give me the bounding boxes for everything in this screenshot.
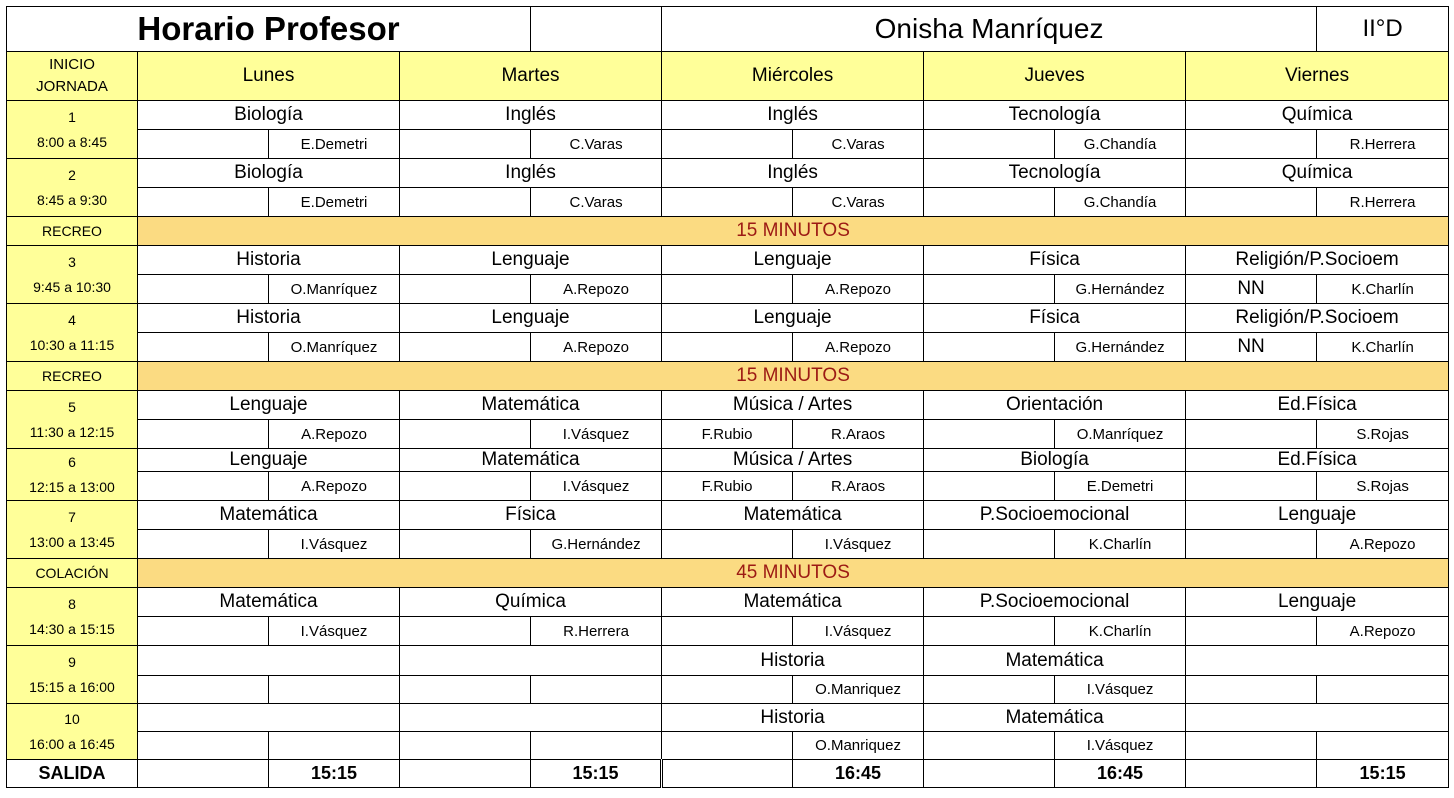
teacher-cell: I.Vásquez xyxy=(793,530,924,559)
exit-time: 15:15 xyxy=(269,760,400,788)
inicio-line2: JORNADA xyxy=(36,78,108,95)
subject-cell: P.Socioemocional xyxy=(924,501,1186,530)
title-empty-cell xyxy=(531,7,662,52)
teacher-cell: O.Manriquez xyxy=(793,676,924,704)
subject-cell: Tecnología xyxy=(924,159,1186,188)
period-teacher-row xyxy=(7,676,1449,704)
teacher-cell: O.Manriquez xyxy=(793,732,924,760)
subject-cell: Historia xyxy=(662,704,924,732)
subject-cell: Matemática xyxy=(400,449,662,472)
teacher-left-cell xyxy=(400,676,531,704)
teacher-left-cell xyxy=(924,420,1055,449)
subject-cell: Ed.Física xyxy=(1186,391,1449,420)
teacher-cell: C.Varas xyxy=(531,188,662,217)
break-row xyxy=(7,217,1449,246)
teacher-cell: E.Demetri xyxy=(269,188,400,217)
teacher-left-cell xyxy=(138,130,269,159)
exit-blank-cell xyxy=(924,760,1055,788)
teacher-left-cell xyxy=(924,188,1055,217)
teacher-left-cell xyxy=(924,617,1055,646)
page-title: Horario Profesor xyxy=(7,7,531,52)
exit-blank-cell xyxy=(138,760,269,788)
teacher-left-cell xyxy=(138,333,269,362)
period-cell xyxy=(7,704,138,760)
period-number: 1 xyxy=(68,108,76,125)
teacher-left-cell xyxy=(662,617,793,646)
teacher-cell: C.Varas xyxy=(793,188,924,217)
subject-cell: Inglés xyxy=(662,101,924,130)
teacher-cell: A.Repozo xyxy=(793,275,924,304)
period-time: 10:30 a 11:15 xyxy=(29,336,115,353)
subject-cell: Religión/P.Socioem xyxy=(1186,246,1449,275)
teacher-left-cell xyxy=(138,472,269,501)
footer-row xyxy=(7,760,1449,788)
teacher-cell: R.Araos xyxy=(793,472,924,501)
teacher-cell: R.Herrera xyxy=(1317,188,1449,217)
teacher-cell: R.Herrera xyxy=(1317,130,1449,159)
teacher-cell: E.Demetri xyxy=(269,130,400,159)
period-time: 8:45 a 9:30 xyxy=(36,191,108,208)
break-label: RECREO xyxy=(7,362,138,391)
subject-cell: Química xyxy=(1186,159,1449,188)
period-number: 10 xyxy=(64,710,80,727)
period-subject-row xyxy=(7,101,1449,130)
subject-cell: Biología xyxy=(924,449,1186,472)
period-subject-row xyxy=(7,391,1449,420)
teacher-left-cell xyxy=(138,188,269,217)
day-header-jueves: Jueves xyxy=(924,52,1186,101)
teacher-left-cell: F.Rubio xyxy=(662,472,793,501)
subject-cell: Matemática xyxy=(662,501,924,530)
teacher-left-cell xyxy=(138,420,269,449)
subject-cell: Biología xyxy=(138,101,400,130)
teacher-cell xyxy=(1317,732,1449,760)
period-subject-row xyxy=(7,501,1449,530)
day-header-martes: Martes xyxy=(400,52,662,101)
teacher-left-cell xyxy=(924,472,1055,501)
teacher-left-cell xyxy=(662,732,793,760)
period-subject-row xyxy=(7,588,1449,617)
break-row xyxy=(7,559,1449,588)
teacher-left-cell xyxy=(924,130,1055,159)
teacher-left-cell: F.Rubio xyxy=(662,420,793,449)
subject-cell: Lenguaje xyxy=(1186,501,1449,530)
teacher-left-cell xyxy=(924,732,1055,760)
period-number: 5 xyxy=(68,398,76,415)
subject-cell: Física xyxy=(924,304,1186,333)
teacher-left-cell xyxy=(138,275,269,304)
teacher-name: Onisha Manríquez xyxy=(662,7,1317,52)
teacher-left-cell xyxy=(1186,472,1317,501)
teacher-left-cell xyxy=(400,130,531,159)
period-teacher-row xyxy=(7,530,1449,559)
schedule-table xyxy=(6,6,1449,788)
subject-cell: Lenguaje xyxy=(662,246,924,275)
period-cell xyxy=(7,501,138,559)
break-label: RECREO xyxy=(7,217,138,246)
teacher-left-cell xyxy=(662,188,793,217)
teacher-left-cell xyxy=(400,530,531,559)
period-teacher-row xyxy=(7,732,1449,760)
period-cell xyxy=(7,646,138,704)
teacher-left-cell xyxy=(1186,530,1317,559)
exit-blank-cell xyxy=(1186,760,1317,788)
teacher-cell: O.Manríquez xyxy=(269,275,400,304)
teacher-left-cell xyxy=(1186,420,1317,449)
period-teacher-row xyxy=(7,188,1449,217)
period-time: 8:00 a 8:45 xyxy=(36,133,108,150)
teacher-left-cell xyxy=(138,617,269,646)
subject-cell: Matemática xyxy=(924,704,1186,732)
period-subject-row xyxy=(7,246,1449,275)
period-subject-row xyxy=(7,159,1449,188)
teacher-cell: O.Manríquez xyxy=(1055,420,1186,449)
subject-cell xyxy=(138,704,400,732)
subject-cell: Inglés xyxy=(400,159,662,188)
teacher-cell: A.Repozo xyxy=(269,472,400,501)
subject-cell xyxy=(400,646,662,676)
teacher-cell: A.Repozo xyxy=(1317,617,1449,646)
subject-cell: Inglés xyxy=(662,159,924,188)
teacher-cell xyxy=(531,732,662,760)
teacher-left-cell xyxy=(662,130,793,159)
salida-label: SALIDA xyxy=(7,760,138,788)
exit-time: 15:15 xyxy=(1317,760,1449,788)
subject-cell: Historia xyxy=(138,246,400,275)
teacher-cell: G.Hernández xyxy=(1055,275,1186,304)
subject-cell xyxy=(1186,646,1449,676)
teacher-cell: K.Charlín xyxy=(1317,333,1449,362)
subject-cell xyxy=(400,704,662,732)
subject-cell: Matemática xyxy=(924,646,1186,676)
period-cell xyxy=(7,246,138,304)
subject-cell: Tecnología xyxy=(924,101,1186,130)
subject-cell: Lenguaje xyxy=(138,449,400,472)
teacher-cell: K.Charlín xyxy=(1055,617,1186,646)
teacher-left-cell xyxy=(662,333,793,362)
subject-cell: Física xyxy=(400,501,662,530)
teacher-left-cell xyxy=(662,676,793,704)
period-time: 11:30 a 12:15 xyxy=(29,423,115,440)
teacher-left-cell: NN xyxy=(1186,275,1317,304)
subject-cell: Música / Artes xyxy=(662,391,924,420)
exit-time: 15:15 xyxy=(531,760,662,788)
teacher-cell: S.Rojas xyxy=(1317,420,1449,449)
teacher-cell: G.Hernández xyxy=(1055,333,1186,362)
period-cell xyxy=(7,449,138,501)
period-number: 2 xyxy=(68,166,76,183)
period-number: 4 xyxy=(68,311,76,328)
teacher-cell: A.Repozo xyxy=(269,420,400,449)
teacher-left-cell xyxy=(400,732,531,760)
teacher-left-cell xyxy=(924,530,1055,559)
teacher-cell: I.Vásquez xyxy=(793,617,924,646)
teacher-left-cell xyxy=(924,676,1055,704)
period-time: 13:00 a 13:45 xyxy=(29,533,115,550)
exit-blank-cell xyxy=(662,760,793,788)
period-subject-row xyxy=(7,304,1449,333)
day-header-viernes: Viernes xyxy=(1186,52,1449,101)
days-header-row xyxy=(7,52,1449,101)
period-number: 9 xyxy=(68,653,76,670)
subject-cell: Ed.Física xyxy=(1186,449,1449,472)
teacher-cell: I.Vásquez xyxy=(269,530,400,559)
subject-cell: P.Socioemocional xyxy=(924,588,1186,617)
group-label: II°D xyxy=(1317,7,1449,52)
teacher-left-cell xyxy=(400,333,531,362)
teacher-cell: A.Repozo xyxy=(531,275,662,304)
teacher-cell: S.Rojas xyxy=(1317,472,1449,501)
teacher-left-cell xyxy=(662,275,793,304)
period-subject-row xyxy=(7,449,1449,472)
teacher-cell: G.Chandía xyxy=(1055,188,1186,217)
teacher-left-cell xyxy=(924,333,1055,362)
teacher-cell xyxy=(531,676,662,704)
period-teacher-row xyxy=(7,420,1449,449)
inicio-jornada-header xyxy=(7,52,138,101)
teacher-cell: I.Vásquez xyxy=(531,420,662,449)
subject-cell: Matemática xyxy=(138,501,400,530)
subject-cell: Lenguaje xyxy=(138,391,400,420)
teacher-left-cell xyxy=(662,530,793,559)
subject-cell: Lenguaje xyxy=(400,304,662,333)
period-teacher-row xyxy=(7,130,1449,159)
teacher-cell: A.Repozo xyxy=(793,333,924,362)
teacher-left-cell xyxy=(400,472,531,501)
teacher-cell: C.Varas xyxy=(793,130,924,159)
period-cell xyxy=(7,391,138,449)
teacher-left-cell xyxy=(400,617,531,646)
teacher-cell: I.Vásquez xyxy=(1055,676,1186,704)
teacher-cell: I.Vásquez xyxy=(1055,732,1186,760)
subject-cell: Lenguaje xyxy=(1186,588,1449,617)
subject-cell: Lenguaje xyxy=(400,246,662,275)
day-header-miercoles: Miércoles xyxy=(662,52,924,101)
break-row xyxy=(7,362,1449,391)
teacher-cell: A.Repozo xyxy=(1317,530,1449,559)
subject-cell: Historia xyxy=(662,646,924,676)
teacher-left-cell xyxy=(138,732,269,760)
exit-time: 16:45 xyxy=(1055,760,1186,788)
period-time: 14:30 a 15:15 xyxy=(29,620,115,637)
period-teacher-row xyxy=(7,275,1449,304)
subject-cell: Historia xyxy=(138,304,400,333)
teacher-left-cell xyxy=(1186,676,1317,704)
period-subject-row xyxy=(7,646,1449,676)
period-number: 7 xyxy=(68,508,76,525)
title-row xyxy=(7,7,1449,52)
period-cell xyxy=(7,304,138,362)
teacher-left-cell xyxy=(1186,130,1317,159)
period-cell xyxy=(7,101,138,159)
teacher-cell xyxy=(269,732,400,760)
subject-cell: Biología xyxy=(138,159,400,188)
period-time: 9:45 a 10:30 xyxy=(33,278,111,295)
teacher-left-cell xyxy=(400,188,531,217)
teacher-cell: G.Chandía xyxy=(1055,130,1186,159)
exit-time: 16:45 xyxy=(793,760,924,788)
teacher-left-cell xyxy=(1186,732,1317,760)
schedule-body xyxy=(7,7,1449,788)
period-number: 3 xyxy=(68,253,76,270)
period-time: 16:00 a 16:45 xyxy=(29,735,115,752)
teacher-left-cell xyxy=(138,676,269,704)
period-number: 8 xyxy=(68,595,76,612)
teacher-cell: O.Manríquez xyxy=(269,333,400,362)
subject-cell: Matemática xyxy=(662,588,924,617)
break-duration: 45 MINUTOS xyxy=(138,559,1449,588)
subject-cell: Orientación xyxy=(924,391,1186,420)
subject-cell: Música / Artes xyxy=(662,449,924,472)
period-teacher-row xyxy=(7,617,1449,646)
teacher-left-cell xyxy=(400,420,531,449)
teacher-left-cell xyxy=(1186,188,1317,217)
teacher-cell xyxy=(1317,676,1449,704)
teacher-left-cell xyxy=(924,275,1055,304)
subject-cell: Física xyxy=(924,246,1186,275)
subject-cell: Química xyxy=(400,588,662,617)
period-number: 6 xyxy=(68,453,76,470)
period-teacher-row xyxy=(7,472,1449,501)
subject-cell: Inglés xyxy=(400,101,662,130)
teacher-cell: I.Vásquez xyxy=(531,472,662,501)
day-header-lunes: Lunes xyxy=(138,52,400,101)
period-subject-row xyxy=(7,704,1449,732)
teacher-cell: K.Charlín xyxy=(1317,275,1449,304)
teacher-left-cell xyxy=(1186,617,1317,646)
teacher-left-cell xyxy=(138,530,269,559)
teacher-left-cell xyxy=(400,275,531,304)
teacher-cell: C.Varas xyxy=(531,130,662,159)
teacher-cell: R.Araos xyxy=(793,420,924,449)
teacher-cell: I.Vásquez xyxy=(269,617,400,646)
period-time: 12:15 a 13:00 xyxy=(29,478,115,495)
subject-cell: Química xyxy=(1186,101,1449,130)
break-label: COLACIÓN xyxy=(7,559,138,588)
period-time: 15:15 a 16:00 xyxy=(29,678,115,695)
teacher-cell: G.Hernández xyxy=(531,530,662,559)
period-teacher-row xyxy=(7,333,1449,362)
inicio-line1: INICIO xyxy=(49,56,95,73)
teacher-cell: R.Herrera xyxy=(531,617,662,646)
teacher-cell: E.Demetri xyxy=(1055,472,1186,501)
subject-cell xyxy=(1186,704,1449,732)
break-duration: 15 MINUTOS xyxy=(138,217,1449,246)
teacher-cell: K.Charlín xyxy=(1055,530,1186,559)
subject-cell: Religión/P.Socioem xyxy=(1186,304,1449,333)
period-cell xyxy=(7,159,138,217)
exit-blank-cell xyxy=(400,760,531,788)
teacher-cell xyxy=(269,676,400,704)
subject-cell: Matemática xyxy=(138,588,400,617)
subject-cell xyxy=(138,646,400,676)
break-duration: 15 MINUTOS xyxy=(138,362,1449,391)
teacher-cell: A.Repozo xyxy=(531,333,662,362)
teacher-left-cell: NN xyxy=(1186,333,1317,362)
period-cell xyxy=(7,588,138,646)
subject-cell: Matemática xyxy=(400,391,662,420)
subject-cell: Lenguaje xyxy=(662,304,924,333)
